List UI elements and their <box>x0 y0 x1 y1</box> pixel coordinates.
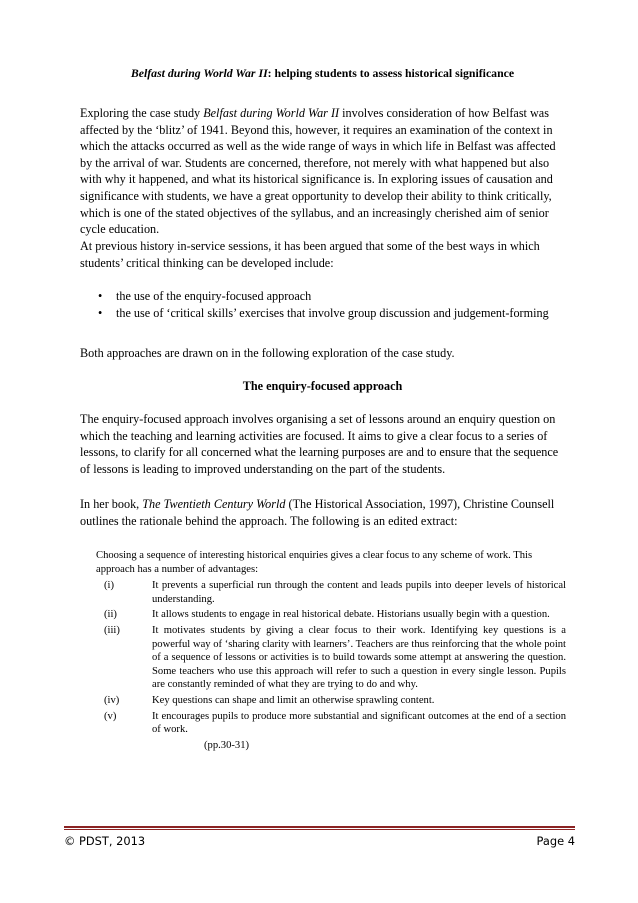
approaches-paragraph: Both approaches are drawn on in the following exploration of the case study. <box>80 346 455 360</box>
title-rest: : helping students to assess historical significance <box>267 66 515 80</box>
item-number: (i) <box>104 580 114 592</box>
list-item <box>104 694 566 708</box>
list-item <box>104 608 566 622</box>
list-item <box>104 579 566 606</box>
list-item <box>80 288 565 305</box>
page-number: Page 4 <box>536 834 575 848</box>
bullet-icon: • <box>98 289 103 303</box>
item-number: (iv) <box>104 694 120 706</box>
bullet-text: the use of ‘critical skills’ exercises that involve group discussion and judgement-forming <box>116 305 549 320</box>
counsell-paragraph <box>80 496 565 529</box>
section-heading: The enquiry-focused approach <box>242 379 403 393</box>
item-text: It encourages pupils to produce more substantial and significant outcomes at the end of a section of work. <box>152 710 566 736</box>
page-title <box>80 66 565 80</box>
copyright-text: © PDST, 2013 <box>64 834 146 848</box>
advantages-list <box>104 579 566 752</box>
item-text: It allows students to engage in real historical debate. Historians usually begin with a question. <box>152 609 550 621</box>
list-item <box>80 305 565 322</box>
footer-divider <box>64 826 575 828</box>
item-text: Key questions can shape and limit an otherwise sprawling content. <box>152 694 435 706</box>
para5-post: (The Historical Association, 1997), Christine Counsell outlines the rationale behind the approach. The following is an edited extract: <box>80 497 555 528</box>
block-quote <box>96 549 566 752</box>
enquiry-paragraph: The enquiry-focused approach involves organising a set of lessons around an enquiry question on which the teaching and learning activities are focused. It aims to give a clear focus to a series of lessons, to clarify for all concerned what the learning purposes are and to ensure that the sequence of lessons is leading to improved understanding on the part of the students. <box>80 412 559 476</box>
bullet-icon: • <box>98 305 103 320</box>
item-text: It motivates students by giving a clear focus to their work. Identifying key questions is a powerful way of ‘sharing clarity with learners’. Teachers are thus reinforcing that the whole point of a sequence of lessons or activities is to build towards some attempt at answering the question. Some teachers who use this approach will refer to such a question in every single lesson. Pupils are constantly reminded of what they are trying to do and why. <box>152 624 566 691</box>
intro-paragraph <box>80 105 565 238</box>
bullet-list <box>80 288 565 321</box>
item-text: It prevents a superficial run through the content and leads pupils into deeper levels of historical understanding. <box>152 580 566 605</box>
book-title: The Twentieth Century World <box>142 497 286 511</box>
para5-pre: In her book, <box>80 497 143 511</box>
quote-intro: Choosing a sequence of interesting historical enquiries gives a clear focus to any scheme of work. This approach has a number of advantages: <box>96 550 533 575</box>
page-reference: (pp.30-31) <box>204 739 250 751</box>
para1-post: involves consideration of how Belfast was affected by the ‘blitz’ of 1941. Beyond this, however, it requires an examination of the context in which the attacks occurred as well as the wide range of ways in which life in Belfast was affected by the arrival of war. Students are concerned, therefore, not merely with what happened but also with why it happened, and what its historical significance is. In exploring issues of causation and significance with students, we have a great opportunity to develop their ability to think critically, which is one of the stated objectives of the syllabus, and an increasingly cherished aim of senior cycle education. <box>80 106 556 237</box>
bullet-text: the use of the enquiry-focused approach <box>116 289 312 303</box>
para1-pre: Exploring the case study <box>80 106 204 120</box>
list-item <box>104 624 566 692</box>
para1-italic: Belfast during World War II <box>203 106 340 120</box>
critical-thinking-paragraph: At previous history in-service sessions, it has been argued that some of the best ways in which students’ critical thinking can be developed include: <box>80 239 540 270</box>
footer-divider-thin <box>64 829 575 830</box>
item-number: (ii) <box>104 609 117 621</box>
title-italic: Belfast during World War II <box>130 66 268 80</box>
list-item <box>104 710 566 737</box>
item-number: (v) <box>104 710 117 722</box>
item-number: (iii) <box>104 624 120 636</box>
